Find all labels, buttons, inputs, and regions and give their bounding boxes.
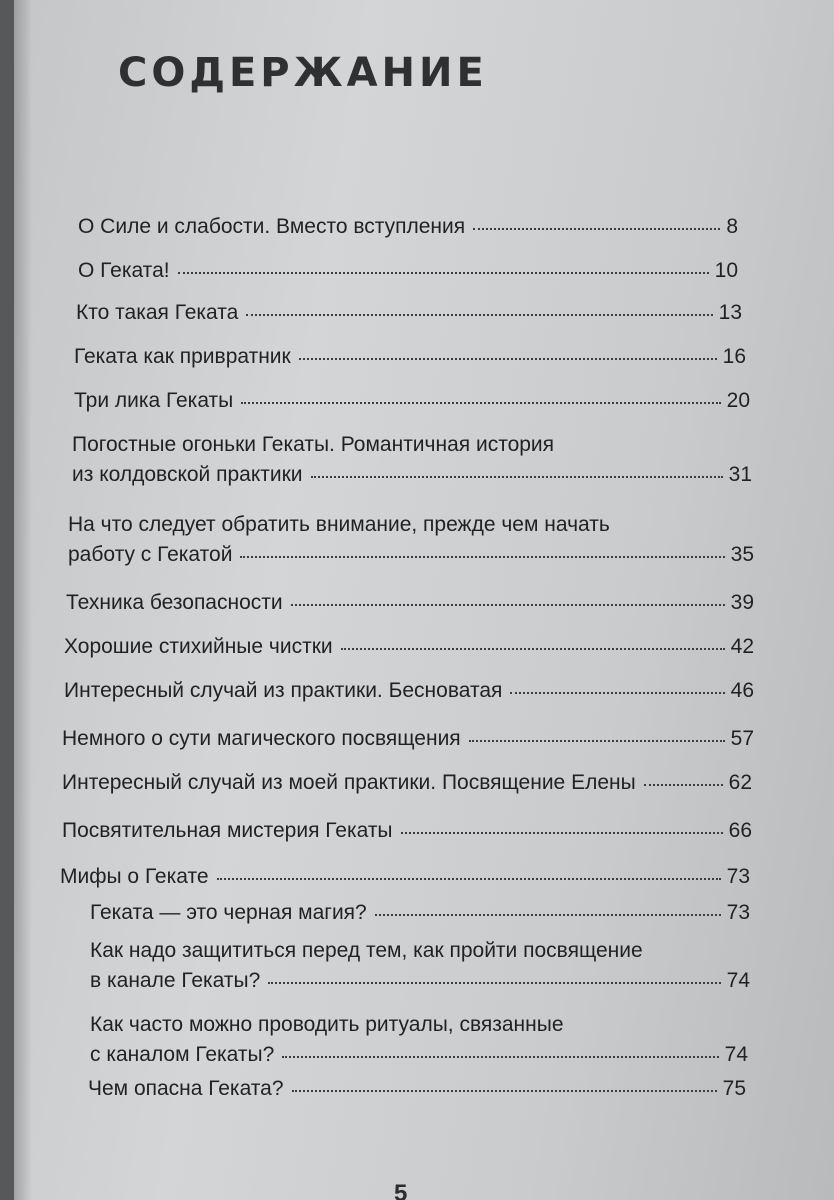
- toc-page-number: 74: [726, 969, 750, 992]
- toc-entry-title: Техника безопасности: [66, 591, 283, 614]
- toc-entry: [62, 724, 754, 754]
- toc-entry-title: Как часто можно проводить ритуалы, связанные: [90, 1013, 564, 1036]
- toc-entry-title: Три лика Гекаты: [74, 389, 234, 412]
- toc-entry: [60, 862, 750, 892]
- dot-leader: [473, 228, 720, 230]
- toc-page-number: 39: [730, 591, 754, 614]
- toc-page-number: 16: [722, 345, 746, 368]
- toc-entry-line: [72, 430, 752, 460]
- toc-page-number: 75: [722, 1077, 746, 1100]
- toc-entry: [62, 768, 752, 798]
- book-page: [14, 0, 834, 1200]
- toc-entry-line: [68, 510, 754, 540]
- toc-entry-title: Посвятительная мистерия Гекаты: [62, 819, 393, 842]
- toc-entry-last-line: [64, 632, 754, 662]
- toc-entry-last-line: [62, 768, 752, 798]
- toc-entry: [76, 298, 742, 328]
- toc-page-number: 73: [726, 865, 750, 888]
- toc-entry-title: работу с Гекатой: [68, 543, 233, 566]
- toc-entry-last-line: [90, 898, 750, 928]
- toc-entry-line: [90, 1010, 748, 1040]
- dot-leader: [240, 556, 724, 558]
- toc-entry-last-line: [60, 862, 750, 892]
- toc-entry: [90, 1010, 748, 1070]
- toc-entry-title: из колдовской практики: [72, 463, 303, 486]
- toc-entry-last-line: [74, 386, 750, 416]
- dot-leader: [401, 832, 723, 834]
- toc-entry-last-line: [78, 256, 738, 286]
- dot-leader: [311, 476, 723, 478]
- toc-entry-title: Немного о сути магического посвящения: [62, 727, 461, 750]
- toc-entry: [66, 588, 754, 618]
- toc-entry-title: О Силе и слабости. Вместо вступления: [78, 215, 466, 238]
- toc-entry: [68, 510, 754, 570]
- toc-entry: [78, 256, 738, 286]
- dot-leader: [469, 740, 725, 742]
- toc-entry: [78, 212, 738, 242]
- toc-entry-title: Погостные огоньки Гекаты. Романтичная история: [72, 433, 555, 456]
- toc-page-number: 66: [728, 819, 752, 842]
- toc-page-number: 31: [728, 463, 752, 486]
- toc-page-number: 10: [714, 259, 738, 282]
- dot-leader: [341, 648, 725, 650]
- toc-page-number: 13: [718, 301, 742, 324]
- toc-entry: [90, 936, 750, 996]
- toc-entry-title: О Геката!: [78, 259, 170, 282]
- dot-leader: [299, 358, 717, 360]
- toc-page-number: 73: [726, 901, 750, 924]
- toc-entry-title: Интересный случай из моей практики. Посвящение Елены: [62, 771, 636, 794]
- toc-page-number: 46: [730, 679, 754, 702]
- toc-entry-title: Кто такая Геката: [76, 301, 239, 324]
- toc-entry-last-line: [74, 342, 746, 372]
- toc-entry-title: Геката как привратник: [74, 345, 291, 368]
- toc-page-number: 8: [726, 215, 738, 238]
- page-title: СОДЕРЖАНИЕ: [118, 50, 488, 96]
- toc-entry-last-line: [88, 1074, 746, 1104]
- toc-entry-title: На что следует обратить внимание, прежде чем начать: [68, 513, 610, 536]
- dot-leader: [282, 1056, 718, 1058]
- toc-entry-last-line: [78, 212, 738, 242]
- toc-entry-title: Интересный случай из практики. Бесноватая: [64, 679, 503, 702]
- dot-leader: [178, 272, 709, 274]
- toc-entry-last-line: [90, 1040, 748, 1070]
- dot-leader: [292, 1090, 717, 1092]
- dot-leader: [375, 914, 721, 916]
- toc-entry: [62, 816, 752, 846]
- toc-entry-last-line: [64, 676, 754, 706]
- toc-entry-title: Мифы о Гекате: [60, 865, 209, 888]
- dot-leader: [291, 604, 725, 606]
- toc-entry: [64, 676, 754, 706]
- page-number-footer: 5: [394, 1180, 408, 1200]
- toc-entry-last-line: [90, 966, 750, 996]
- toc-entry-title: Геката — это черная магия?: [90, 901, 367, 924]
- toc-entry-title: в канале Гекаты?: [90, 969, 261, 992]
- toc-entry-last-line: [66, 588, 754, 618]
- toc-entry-title: Чем опасна Геката?: [88, 1077, 284, 1100]
- toc-entry: [90, 898, 750, 928]
- toc-page-number: 74: [724, 1043, 748, 1066]
- toc-entry: [74, 342, 746, 372]
- toc-entry-last-line: [62, 724, 754, 754]
- toc-entry: [74, 386, 750, 416]
- toc-entry: [72, 430, 752, 490]
- dot-leader: [268, 982, 720, 984]
- toc-entry-title: Хорошие стихийные чистки: [64, 635, 333, 658]
- toc-entry: [88, 1074, 746, 1104]
- toc-entry-line: [90, 936, 750, 966]
- toc-entry: [64, 632, 754, 662]
- dot-leader: [217, 878, 721, 880]
- toc-entry-title: с каналом Гекаты?: [90, 1043, 275, 1066]
- toc-page-number: 20: [726, 389, 750, 412]
- dot-leader: [241, 402, 720, 404]
- toc-page-number: 42: [730, 635, 754, 658]
- toc-page-number: 57: [730, 727, 754, 750]
- toc-page-number: 35: [730, 543, 754, 566]
- dot-leader: [644, 784, 723, 786]
- toc-page-number: 62: [728, 771, 752, 794]
- toc-entry-last-line: [72, 460, 752, 490]
- dot-leader: [246, 314, 712, 316]
- dot-leader: [510, 692, 724, 694]
- page-gutter-shadow: [14, 0, 32, 1200]
- toc-entry-last-line: [62, 816, 752, 846]
- toc-entry-title: Как надо защититься перед тем, как пройти посвящение: [90, 939, 643, 962]
- toc-entry-last-line: [76, 298, 742, 328]
- toc-entry-last-line: [68, 540, 754, 570]
